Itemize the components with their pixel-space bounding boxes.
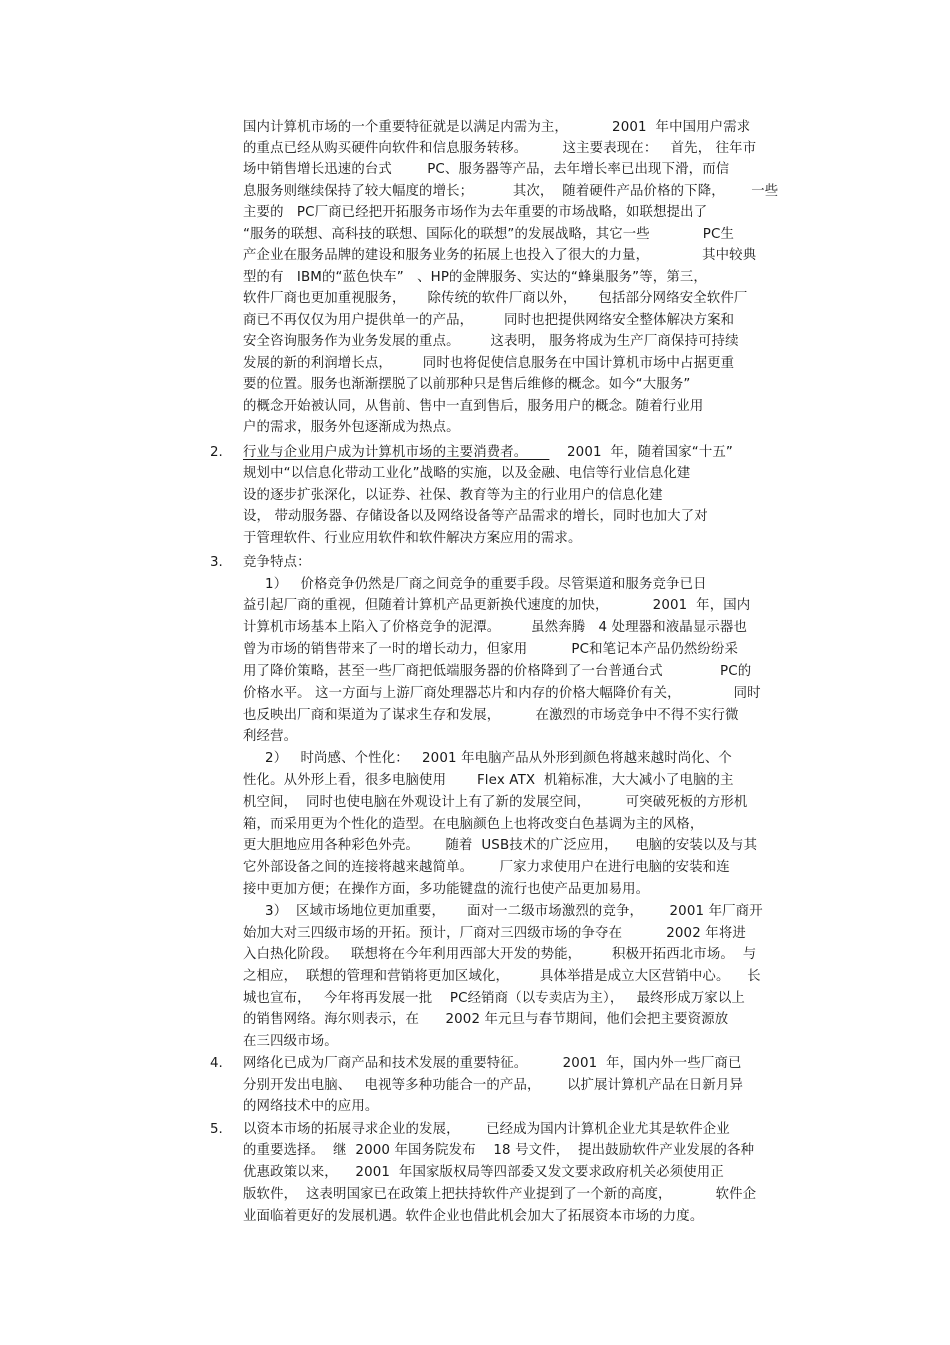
- text-line: 网络化已成为厂商产品和技术发展的重要特征。 2001 年，国内外一些厂商已: [243, 1056, 742, 1071]
- text-line: 以资本市场的拓展寻求企业的发展， 已经成为国内计算机企业尤其是软件企业: [243, 1122, 730, 1137]
- text-line: 国内计算机市场的一个重要特征就是以满足内需为主， 2001 年中国用户需求: [243, 120, 751, 135]
- text-line: 场中销售增长迅速的台式 PC、服务器等产品，去年增长率已出现下滑，而信: [243, 162, 730, 177]
- text-line: 户的需求，服务外包逐渐成为热点。: [243, 420, 460, 435]
- text-line: 软件厂商也更加重视服务， 除传统的软件厂商以外， 包括部分网络安全软件厂: [243, 291, 748, 306]
- text-line: 接中更加方便；在操作方面，多功能键盘的流行也使产品更加易用。: [243, 882, 650, 897]
- text-line: 商已不再仅仅为用户提供单一的产品， 同时也把提供网络安全整体解决方案和: [243, 313, 735, 328]
- text-line: 优惠政策以来， 2001 年国家版权局等四部委又发文要求政府机关必须使用正: [243, 1165, 724, 1180]
- text-line: 更大胆地应用各种彩色外壳。 随着 USB技术的广泛应用， 电脑的安装以及与其: [243, 838, 758, 853]
- text-line: 业面临着更好的发展机遇。软件企业也借此机会加大了拓展资本市场的力度。: [243, 1209, 704, 1224]
- list-number: 3.: [210, 555, 223, 570]
- text-line: 的网络技术中的应用。: [243, 1099, 379, 1114]
- text-line: 用了降价策略，甚至一些厂商把低端服务器的价格降到了一台普通台式 PC的: [243, 664, 752, 679]
- text-line: 的重要选择。 继 2000 年国务院发布 18 号文件， 提出鼓励软件产业发展的各种: [243, 1143, 755, 1158]
- text-line: 机空间， 同时也使电脑在外观设计上有了新的发展空间， 可突破死板的方形机: [243, 795, 748, 810]
- text-line: 要的位置。服务也渐渐摆脱了以前那种只是售后维修的概念。如今“大服务”: [243, 377, 691, 392]
- text-line: 箱，而采用更为个性化的造型。在电脑颜色上也将改变白色基调为主的风格，: [243, 817, 704, 832]
- text-line: 的概念开始被认同，从售前、售中一直到售后，服务用户的概念。随着行业用: [243, 399, 704, 414]
- text-line: 价格水平。 这一方面与上游厂商处理器芯片和内存的价格大幅降价有关， 同时: [243, 686, 761, 701]
- text-line: 3） 区域市场地位更加重要， 面对一二级市场激烈的竞争， 2001 年厂商开: [243, 904, 763, 919]
- text-line: 发展的新的利润增长点， 同时也将促使信息服务在中国计算机市场中占据更重: [243, 356, 735, 371]
- text-line: 版软件， 这表明国家已在政策上把扶持软件产业提到了一个新的高度， 软件企: [243, 1187, 757, 1202]
- list-item-first-line: [243, 443, 813, 463]
- text-line: “服务的联想、高科技的联想、国际化的联想”的发展战略，其它一些 PC生: [243, 227, 734, 242]
- text-line: 的重点已经从购买硬件向软件和信息服务转移。 这主要表现在： 首先， 往年市: [243, 141, 757, 156]
- text-line: 城也宣布， 今年将再发展一批 PC经销商（以专卖店为主）， 最终形成万家以上: [243, 991, 745, 1006]
- text-line: 始加大对三四级市场的开拓。预计，厂商对三四级市场的争夺在 2002 年将进: [243, 926, 746, 941]
- text-line: 型的有 IBM的“蓝色快车” 、HP的金牌服务、实达的“蜂巢服务”等，第三，: [243, 270, 707, 285]
- list-number: 4.: [210, 1056, 223, 1071]
- list-number: 5.: [210, 1122, 223, 1137]
- list-number: 2.: [210, 445, 223, 460]
- text-line: 之相应， 联想的管理和营销将更加区域化， 具体举措是成立大区营销中心。 长: [243, 969, 761, 984]
- text-line: 入白热化阶段。 联想将在今年利用西部大开发的势能， 积极开拓西北市场。 与: [243, 947, 757, 962]
- text-line: 它外部设备之间的连接将越来越简单。 厂家力求使用户在进行电脑的安装和连: [243, 860, 730, 875]
- text-line: 主要的 PC厂商已经把开拓服务市场作为去年重要的市场战略，如联想提出了: [243, 205, 708, 220]
- text-line: 于管理软件、行业应用软件和软件解决方案应用的需求。: [243, 531, 582, 546]
- text-line: 曾为市场的销售带来了一时的增长动力，但家用 PC和笔记本产品仍然纷纷采: [243, 642, 739, 657]
- text-line: 计算机市场基本上陷入了价格竞争的泥潭。 虽然奔腾 4 处理器和液晶显示器也: [243, 620, 747, 635]
- text-line: 1） 价格竞争仍然是厂商之间竞争的重要手段。尽管渠道和服务竞争已日: [243, 577, 707, 592]
- underlined-heading: 行业与企业用户成为计算机市场的主要消费者。: [243, 445, 550, 460]
- text-line: 的销售网络。海尔则表示，在 2002 年元旦与春节期间，他们会把主要资源放: [243, 1012, 729, 1027]
- section-title: 竞争特点：: [243, 555, 311, 570]
- text-line: 安全咨询服务作为业务发展的重点。 这表明， 服务将成为生产厂商保持可持续: [243, 334, 739, 349]
- text-line: 设， 带动服务器、存储设备以及网络设备等产品需求的增长，同时也加大了对: [243, 509, 708, 524]
- text-line: 规划中“以信息化带动工业化”战略的实施，以及金融、电信等行业信息化建: [243, 466, 691, 481]
- text-line: 也反映出厂商和渠道为了谋求生存和发展， 在激烈的市场竞争中不得不实行微: [243, 708, 739, 723]
- text-line: 分别开发出电脑、 电视等多种功能合一的产品， 以扩展计算机产品在日新月异: [243, 1078, 744, 1093]
- text-line: 设的逐步扩张深化，以证券、社保、教育等为主的行业用户的信息化建: [243, 488, 663, 503]
- text-line: 利经营。: [243, 729, 298, 744]
- text-line: 产企业在服务品牌的建设和服务业务的拓展上也投入了很大的力量， 其中较典: [243, 248, 757, 263]
- text-line: 在三四级市场。: [243, 1034, 338, 1049]
- text-line: 2） 时尚感、个性化： 2001 年电脑产品从外形到颜色将越来越时尚化、个: [243, 751, 732, 766]
- text-line: 益引起厂商的重视，但随着计算机产品更新换代速度的加快， 2001 年，国内: [243, 598, 751, 613]
- text-line: 息服务则继续保持了较大幅度的增长； 其次， 随着硬件产品价格的下降， 一些: [243, 184, 779, 199]
- text-line: 性化。从外形上看，很多电脑使用 Flex ATX 机箱标准，大大减小了电脑的主: [243, 773, 734, 788]
- text-fragment: 2001 年，随着国家“十五”: [549, 445, 734, 460]
